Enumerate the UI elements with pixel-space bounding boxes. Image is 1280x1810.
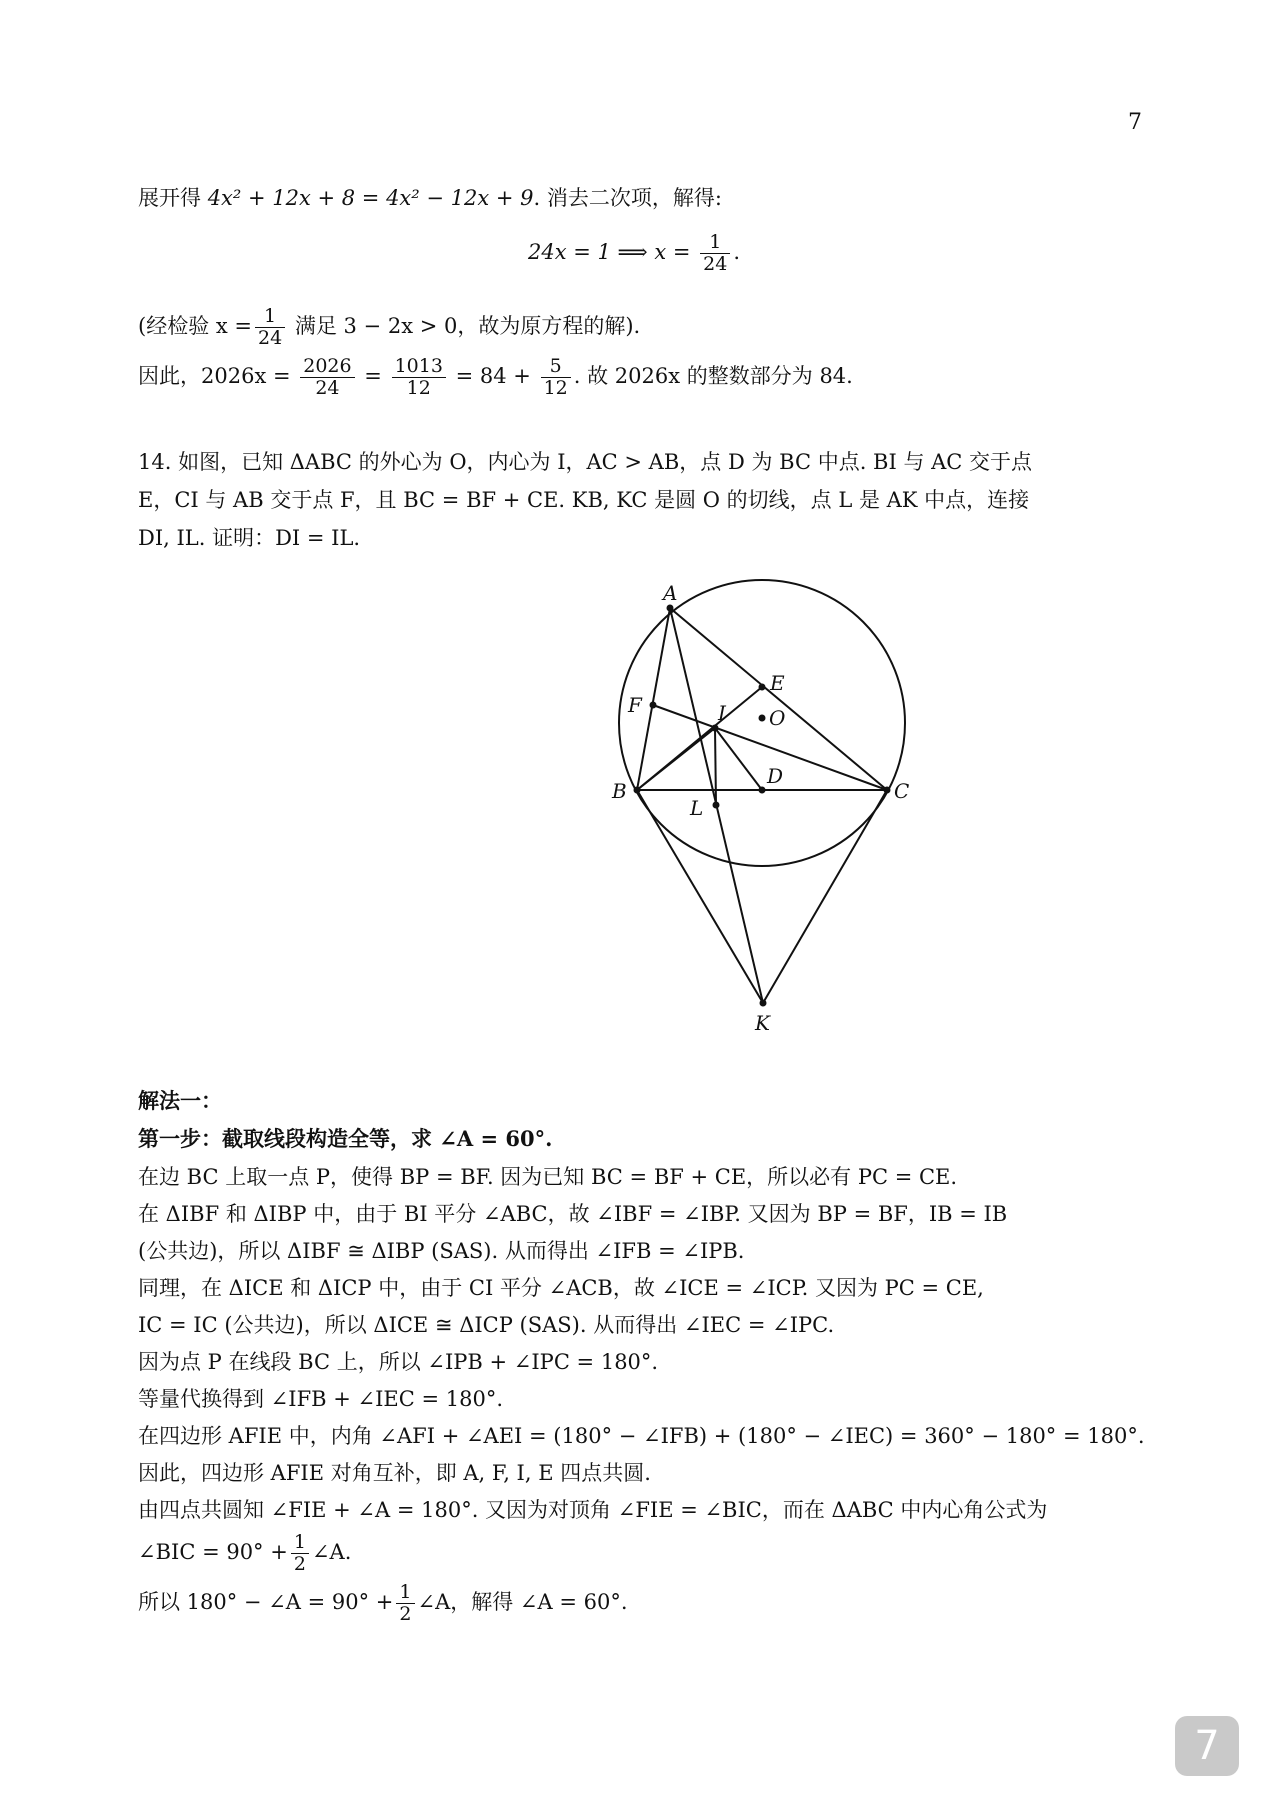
segment-IB bbox=[637, 728, 715, 790]
solve-equation: 24x = 1 ⟹ x = $\frac{1}{24}$ . bbox=[528, 231, 741, 275]
segment-IL bbox=[715, 728, 716, 805]
final-line: 所以 180° − ∠A = 90° + $\frac{1}{2}$ ∠A，解得 ∠A = 60°. bbox=[138, 1581, 628, 1625]
fraction: $\frac{1}{2}$ bbox=[396, 1582, 414, 1625]
solution-line: 因为点 P 在线段 BC 上，所以 ∠IPB + ∠IPC = 180°. bbox=[138, 1350, 659, 1374]
bic-formula: ∠BIC = 90° + $\frac{1}{2}$ ∠A. bbox=[138, 1531, 352, 1575]
label-I: I bbox=[718, 701, 726, 725]
fraction: $\frac{1}{2}$ bbox=[291, 1532, 309, 1575]
segment-AB bbox=[637, 608, 670, 790]
label-A: A bbox=[663, 581, 678, 605]
solution-step-1: 第一步：截取线段构造全等，求 ∠A = 60°. bbox=[138, 1126, 553, 1151]
problem-line-3: DI, IL. 证明：DI = IL. bbox=[138, 526, 361, 550]
fraction: $\frac{5}{12}$ bbox=[541, 356, 571, 399]
point-F bbox=[650, 702, 657, 709]
point-O bbox=[759, 715, 766, 722]
tangent-KC bbox=[763, 790, 887, 1003]
expand-line: 展开得 4x² + 12x + 8 = 4x² − 12x + 9. 消去二次项，解得: bbox=[138, 186, 722, 210]
label-C: C bbox=[894, 779, 910, 803]
therefore-line: 因此，2026x = $\frac{2026}{24}$ = $\frac{1013}{12}$ = 84 + $\frac{5}{12}$ . 故 2026x 的整数部分为 84. bbox=[138, 355, 853, 399]
solution-line: 同理，在 ΔICE 和 ΔICP 中，由于 CI 平分 ∠ACB，故 ∠ICE = ∠ICP. 又因为 PC = CE, bbox=[138, 1276, 984, 1300]
solution-heading: 解法一： bbox=[138, 1088, 222, 1113]
point-I bbox=[712, 725, 719, 732]
segment-ID bbox=[715, 728, 762, 790]
label-F: F bbox=[628, 693, 642, 717]
point-E bbox=[759, 684, 766, 691]
solution-line: IC = IC (公共边)，所以 ΔICE ≅ ΔICP (SAS). 从而得出 ∠IEC = ∠IPC. bbox=[138, 1313, 835, 1337]
label-L: L bbox=[690, 796, 704, 820]
label-B: B bbox=[612, 779, 627, 803]
solution-line: 在边 BC 上取一点 P，使得 BP = BF. 因为已知 BC = BF + CE，所以必有 PC = CE. bbox=[138, 1165, 958, 1189]
fraction: $\frac{1}{24}$ bbox=[255, 306, 285, 349]
problem-line-2: E，CI 与 AB 交于点 F，且 BC = BF + CE. KB, KC 是圆 O 的切线，点 L 是 AK 中点，连接 bbox=[138, 488, 1030, 512]
solution-line: 在四边形 AFIE 中，内角 ∠AFI + ∠AEI = (180° − ∠IFB) + (180° − ∠IEC) = 360° − 180° = 180°. bbox=[138, 1424, 1145, 1448]
label-K: K bbox=[755, 1011, 770, 1035]
point-A bbox=[667, 605, 674, 612]
label-E: E bbox=[770, 671, 785, 695]
problem-line-1: 14. 如图，已知 ΔABC 的外心为 O，内心为 I，AC > AB，点 D 为 BC 中点. BI 与 AC 交于点 bbox=[138, 450, 1033, 474]
tangent-KB bbox=[637, 790, 763, 1003]
point-B bbox=[634, 787, 641, 794]
fraction: $\frac{1}{24}$ bbox=[700, 232, 730, 275]
solution-line: 因此，四边形 AFIE 对角互补，即 A, F, I, E 四点共圆. bbox=[138, 1461, 651, 1485]
fraction: $\frac{1013}{12}$ bbox=[392, 356, 446, 399]
fraction: $\frac{2026}{24}$ bbox=[300, 356, 354, 399]
check-line: (经检验 x = $\frac{1}{24}$ 满足 3 − 2x > 0，故为原方程的解). bbox=[138, 305, 641, 349]
solution-line: 在 ΔIBF 和 ΔIBP 中，由于 BI 平分 ∠ABC，故 ∠IBF = ∠IBP. 又因为 BP = BF，IB = IB bbox=[138, 1202, 1008, 1226]
point-D bbox=[759, 787, 766, 794]
point-L bbox=[713, 802, 720, 809]
page-number: 7 bbox=[1128, 110, 1142, 135]
label-D: D bbox=[767, 764, 784, 788]
point-K bbox=[760, 1000, 767, 1007]
label-O: O bbox=[769, 706, 786, 730]
solution-line: 由四点共圆知 ∠FIE + ∠A = 180°. 又因为对顶角 ∠FIE = ∠BIC，而在 ΔABC 中内心角公式为 bbox=[138, 1498, 1048, 1522]
segment-AC bbox=[670, 608, 887, 790]
geometry-figure bbox=[600, 570, 930, 1040]
point-C bbox=[884, 787, 891, 794]
solution-line: 等量代换得到 ∠IFB + ∠IEC = 180°. bbox=[138, 1387, 504, 1411]
circumcircle bbox=[619, 580, 905, 866]
page-badge[interactable]: 7 bbox=[1175, 1716, 1239, 1776]
solution-line: (公共边)，所以 ΔIBF ≅ ΔIBP (SAS). 从而得出 ∠IFB = ∠IPB. bbox=[138, 1239, 745, 1263]
